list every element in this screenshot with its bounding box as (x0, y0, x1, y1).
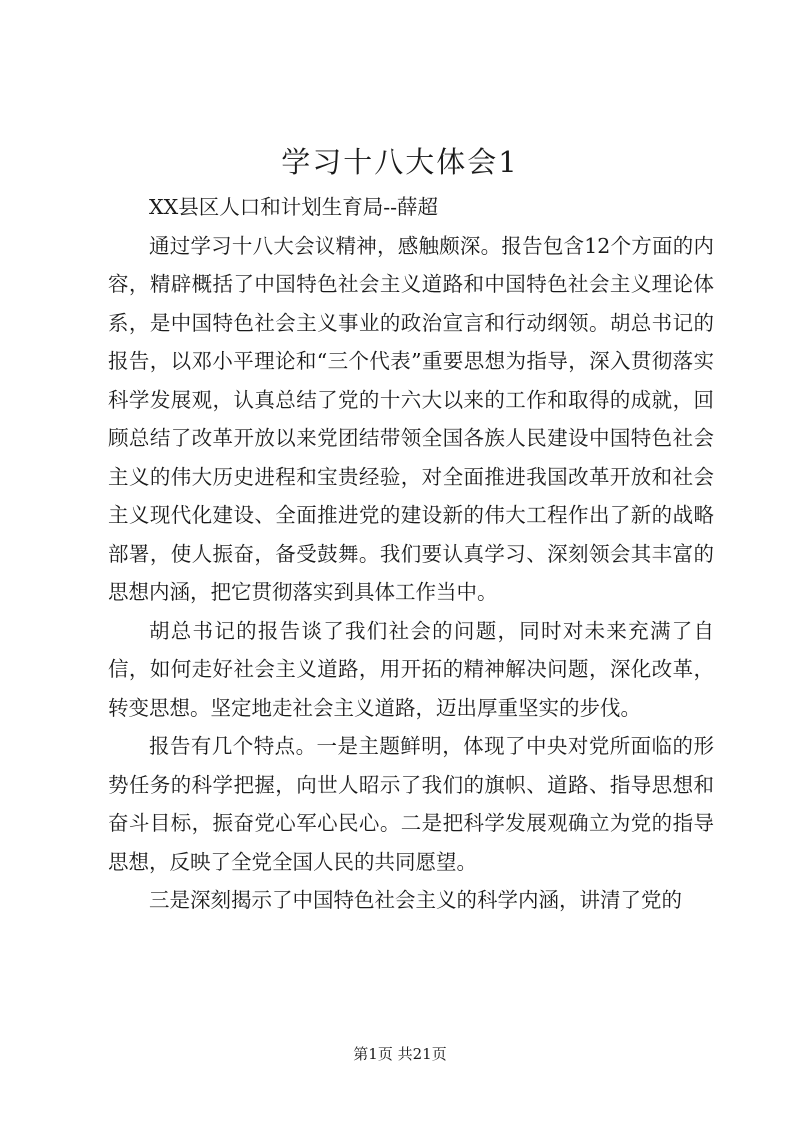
paragraph: 通过学习十八大会议精神，感触颇深。报告包含12个方面的内容，精辟概括了中国特色社会主义道路和中国特色社会主义理论体系，是中国特色社会主义事业的政治宣言和行动纲领。胡总书记的报告，以邓小平理论和“三个代表”重要思想为指导，深入贯彻落实科学发展观，认真总结了党的十六大以来的工作和取得的成就，回顾总结了改革开放以来党团结带领全国各族人民建设中国特色社会主义的伟大历史进程和宝贵经验，对全面推进我国改革开放和社会主义现代化建设、全面推进党的建设新的伟大工程作出了新的战略部署，使人振奋，备受鼓舞。我们要认真学习、深刻领会其丰富的思想内涵，把它贯彻落实到具体工作当中。 (108, 233, 714, 604)
document-body (108, 188, 714, 920)
author-line: XX县区人口和计划生育局--薛超 (149, 195, 439, 219)
paragraph: 胡总书记的报告谈了我们社会的问题，同时对未来充满了自信，如何走好社会主义道路，用开拓的精神解决问题，深化改革，转变思想。坚定地走社会主义道路，迈出厚重坚实的步伐。 (108, 618, 714, 720)
document-title: 学习十八大体会1 (281, 145, 519, 179)
page-footer: 第1页 共21页 (353, 1045, 447, 1063)
paragraph: 三是深刻揭示了中国特色社会主义的科学内涵，讲清了党的 (149, 888, 682, 912)
paragraph: 报告有几个特点。一是主题鲜明，体现了中央对党所面临的形势任务的科学把握，向世人昭示了我们的旗帜、道路、指导思想和奋斗目标，振奋党心军心民心。二是把科学发展观确立为党的指导思想，反映了全党全国人民的共同愿望。 (108, 734, 714, 874)
